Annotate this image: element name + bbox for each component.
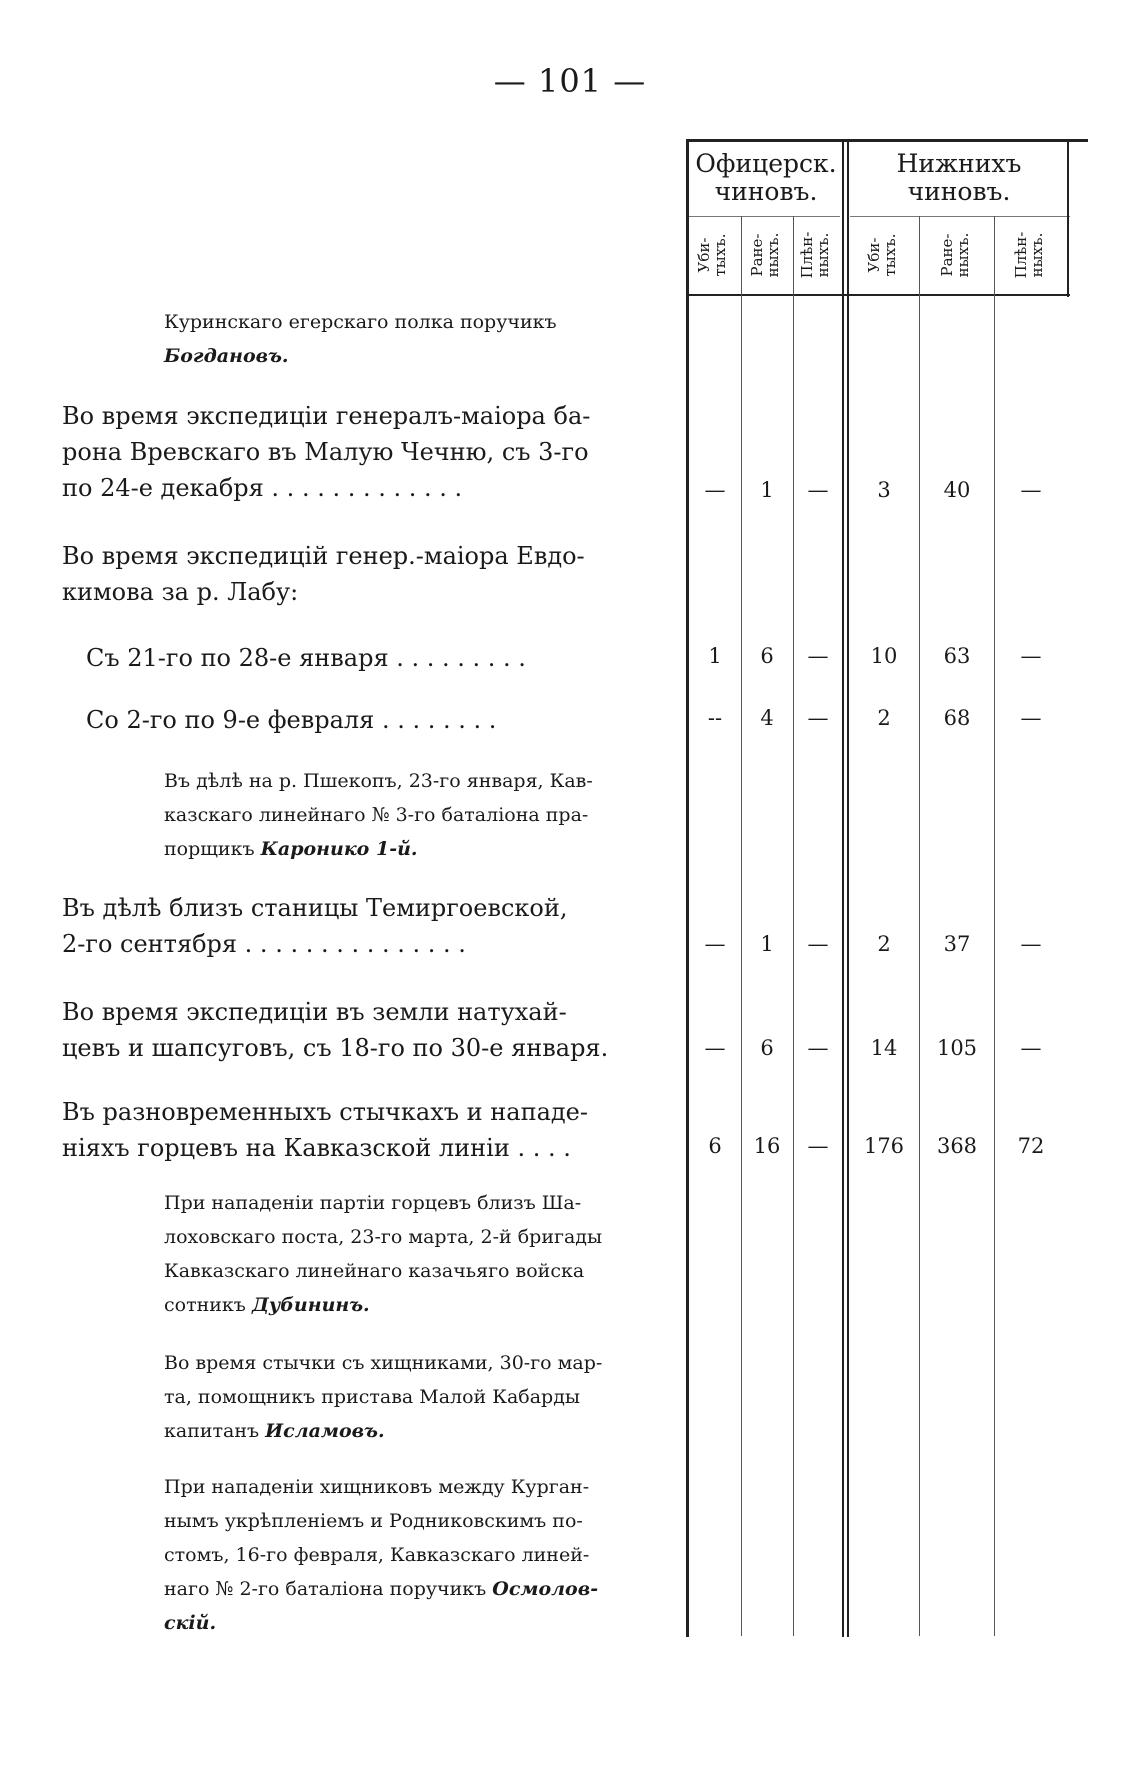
cell: 105 bbox=[936, 1036, 978, 1060]
cell: -- bbox=[707, 706, 723, 730]
col-divider-1 bbox=[741, 216, 742, 1636]
cell: 68 bbox=[943, 706, 971, 730]
entry-8 bbox=[62, 1094, 676, 1166]
entry-5 bbox=[164, 764, 676, 866]
entry-line: нымъ укрѣпленіемъ и Родниковскимъ по- bbox=[164, 1510, 583, 1532]
col-divider-group-b bbox=[847, 139, 849, 1637]
person-name: Богдановъ. bbox=[164, 345, 289, 367]
cell: 4 bbox=[760, 706, 774, 730]
col-divider-4 bbox=[919, 216, 920, 1636]
cell: — bbox=[807, 1134, 829, 1158]
col-header-text: ныхъ. bbox=[954, 232, 972, 278]
cell: — bbox=[704, 932, 726, 956]
person-name: Исламовъ. bbox=[265, 1420, 385, 1442]
entry-line: Со 2-го по 9-е февраля . . . . . . . . bbox=[86, 706, 497, 734]
entry-line: по 24-е декабря . . . . . . . . . . . . . bbox=[62, 474, 463, 502]
entry-line: кимова за р. Лабу: bbox=[62, 578, 299, 606]
cell: 63 bbox=[943, 644, 971, 668]
entry-line: Съ 21-го по 28-е января . . . . . . . . . bbox=[86, 644, 526, 672]
person-name: скій. bbox=[164, 1612, 217, 1634]
entry-line: Во время стычки съ хищниками, 30-го мар- bbox=[164, 1352, 603, 1374]
cell: — bbox=[807, 1036, 829, 1060]
cell: — bbox=[1020, 1036, 1042, 1060]
cell: 1 bbox=[708, 644, 722, 668]
col-header-text: Плѣн- bbox=[1012, 231, 1030, 279]
cell: 6 bbox=[708, 1134, 722, 1158]
cell: — bbox=[807, 478, 829, 502]
col-header-officers-captured bbox=[799, 217, 835, 293]
cell: 176 bbox=[863, 1134, 905, 1158]
col-header-lower-killed bbox=[866, 217, 902, 293]
entry-2 bbox=[62, 538, 676, 610]
cell: — bbox=[807, 932, 829, 956]
entry-line: Во время экспедиціи генералъ-маіора ба- bbox=[62, 402, 591, 430]
col-header-text: ныхъ. bbox=[764, 232, 782, 278]
cell: — bbox=[704, 478, 726, 502]
entry-line: Во время экспедиціи въ земли натухай- bbox=[62, 998, 567, 1026]
col-divider-2 bbox=[793, 216, 794, 1636]
cell: 37 bbox=[943, 932, 971, 956]
cell: — bbox=[807, 644, 829, 668]
col-header-officers-killed bbox=[696, 217, 732, 293]
officers-group-header bbox=[690, 150, 842, 206]
col-header-text: Плѣн- bbox=[798, 231, 816, 279]
col-header-text: Ране- bbox=[748, 233, 766, 277]
col-divider-group-a bbox=[842, 139, 844, 1637]
entry-line: наго № 2-го баталіона поручикъ bbox=[164, 1578, 487, 1600]
person-name: Осмолов- bbox=[492, 1578, 599, 1600]
col-header-text: Уби- bbox=[695, 237, 713, 273]
entry-line: цевъ и шапсуговъ, съ 18-го по 30-е января. bbox=[62, 1034, 609, 1062]
cell: 2 bbox=[877, 932, 891, 956]
entry-line: та, помощникъ пристава Малой Кабарды bbox=[164, 1386, 581, 1408]
cell: 1 bbox=[760, 932, 774, 956]
lower-group-header bbox=[850, 150, 1068, 206]
cell: 3 bbox=[877, 478, 891, 502]
col-header-text: Ране- bbox=[938, 233, 956, 277]
cell: — bbox=[807, 706, 829, 730]
entry-4 bbox=[86, 702, 676, 738]
page-number: — 101 — bbox=[493, 62, 647, 100]
entry-line: 2-го сентября . . . . . . . . . . . . . . . bbox=[62, 930, 466, 958]
cell: 10 bbox=[870, 644, 898, 668]
entry-3 bbox=[86, 640, 676, 676]
person-name: Каронико 1-й. bbox=[260, 838, 418, 860]
entry-line: порщикъ bbox=[164, 838, 255, 860]
cell: 1 bbox=[760, 478, 774, 502]
col-header-text: тыхъ. bbox=[881, 233, 899, 277]
entry-line: Въ дѣлѣ близъ станицы Темиргоевской, bbox=[62, 894, 568, 922]
cell: — bbox=[1020, 706, 1042, 730]
entry-line: капитанъ bbox=[164, 1420, 260, 1442]
entry-line: казскаго линейнаго № 3-го баталіона пра- bbox=[164, 804, 589, 826]
entry-line: лоховскаго поста, 23-го марта, 2-й бригады bbox=[164, 1226, 603, 1248]
table-left-border bbox=[686, 139, 689, 1637]
entry-0 bbox=[164, 305, 676, 373]
cell: — bbox=[704, 1036, 726, 1060]
col-header-lower-captured bbox=[1013, 217, 1049, 293]
cell: — bbox=[1020, 932, 1042, 956]
entry-line: сотникъ bbox=[164, 1294, 246, 1316]
cell: 40 bbox=[943, 478, 971, 502]
cell: 14 bbox=[870, 1036, 898, 1060]
entry-line: Въ разновременныхъ стычкахъ и нападе- bbox=[62, 1098, 588, 1126]
officers-group-line-1: Офицерск. bbox=[695, 149, 837, 178]
entry-line: рона Вревскаго въ Малую Чечню, съ 3-го bbox=[62, 438, 589, 466]
entry-line: При нападеніи хищниковъ между Курган- bbox=[164, 1476, 590, 1498]
cell: 6 bbox=[760, 1036, 774, 1060]
col-header-text: тыхъ. bbox=[711, 233, 729, 277]
officers-group-line-2: чиновъ. bbox=[714, 177, 818, 206]
entry-7 bbox=[62, 994, 676, 1066]
col-header-text: Уби- bbox=[865, 237, 883, 273]
entry-line: Куринскаго егерскаго полка поручикъ bbox=[164, 311, 557, 333]
cell: 16 bbox=[753, 1134, 781, 1158]
col-divider-5 bbox=[994, 216, 995, 1636]
entry-line: стомъ, 16-го февраля, Кавказскаго линей- bbox=[164, 1544, 590, 1566]
col-header-lower-wounded bbox=[939, 217, 975, 293]
entry-line: Во время экспедицій генер.-маіора Евдо- bbox=[62, 542, 585, 570]
cell: — bbox=[1020, 478, 1042, 502]
lower-group-line-1: Нижнихъ bbox=[896, 149, 1022, 178]
col-header-text: ныхъ. bbox=[814, 232, 832, 278]
entry-10 bbox=[164, 1346, 676, 1448]
entry-9 bbox=[164, 1186, 676, 1322]
entry-line: При нападеніи партіи горцевъ близъ Ша- bbox=[164, 1192, 582, 1214]
cell: — bbox=[1020, 644, 1042, 668]
col-header-text: ныхъ. bbox=[1028, 232, 1046, 278]
lower-group-line-2: чиновъ. bbox=[907, 177, 1011, 206]
entry-line: Кавказскаго линейнаго казачьяго войска bbox=[164, 1260, 585, 1282]
entry-line: ніяхъ горцевъ на Кавказской линіи . . . . bbox=[62, 1134, 571, 1162]
table-top-rule bbox=[686, 139, 1088, 142]
person-name: Дубининъ. bbox=[251, 1294, 370, 1316]
entry-11 bbox=[164, 1470, 676, 1640]
col-header-officers-wounded bbox=[749, 217, 785, 293]
entry-1 bbox=[62, 398, 676, 506]
table-header-rule bbox=[686, 294, 1070, 296]
entry-6 bbox=[62, 890, 676, 962]
cell: 6 bbox=[760, 644, 774, 668]
cell: 2 bbox=[877, 706, 891, 730]
entry-line: Въ дѣлѣ на р. Пшекопъ, 23-го января, Кав- bbox=[164, 770, 593, 792]
cell: 72 bbox=[1017, 1134, 1045, 1158]
cell: 368 bbox=[936, 1134, 978, 1158]
